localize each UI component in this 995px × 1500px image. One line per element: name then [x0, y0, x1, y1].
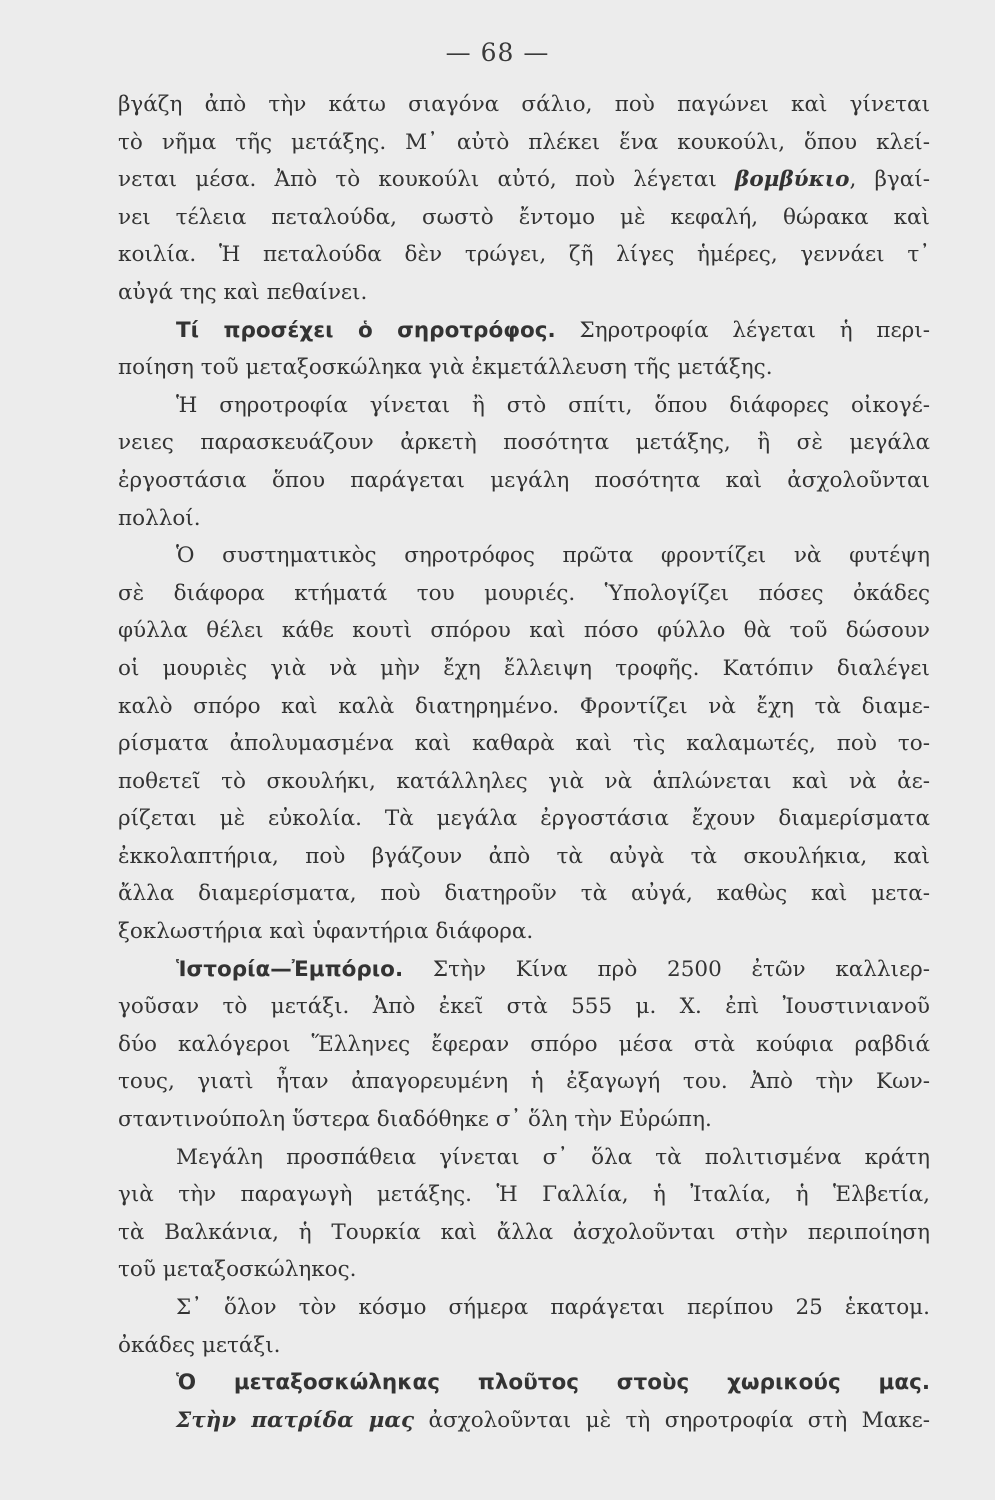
heading-run: Στὴν πατρίδα μας	[176, 1407, 415, 1433]
text-run: Στὴν Κίνα πρὸ 2500 ἐτῶν καλλιερ-	[403, 956, 930, 982]
text-line	[118, 1289, 930, 1327]
text-line	[118, 462, 930, 500]
text-line	[118, 424, 930, 462]
text-line	[118, 988, 930, 1026]
text-line	[118, 161, 930, 199]
text-run: σταντινούπολη ὕστερα διαδόθηκε σ᾿ ὅλη τὴν Εὐρώπη.	[118, 1107, 712, 1133]
text-line	[118, 537, 930, 575]
text-line	[118, 1026, 930, 1064]
text-line	[118, 1101, 930, 1139]
text-line	[118, 1214, 930, 1252]
text-line	[118, 1327, 930, 1365]
text-run: ποθετεῖ τὸ σκουλήκι, κατάλληλες γιὰ νὰ ἁπλώνεται καὶ νὰ ἀε-	[118, 768, 930, 794]
text-line	[118, 763, 930, 801]
text-run: γιὰ τὴν παραγωγὴ μετάξης. Ἡ Γαλλία, ἡ Ἰταλία, ἡ Ἑλβετία,	[118, 1182, 930, 1208]
text-run: τους, γιατὶ ἦταν ἀπαγορευμένη ἡ ἐξαγωγή του. Ἀπὸ τὴν Κων-	[118, 1069, 930, 1095]
text-run: , βγαί-	[849, 167, 930, 193]
heading-run: βομβύκιο	[735, 167, 850, 193]
text-run: σὲ διάφορα κτήματά του μουριές. Ὑπολογίζει πόσες ὀκάδες	[118, 580, 930, 606]
text-run: πολλοί.	[118, 505, 201, 531]
text-run: νεται μέσα. Ἀπὸ τὸ κουκούλι αὐτό, ποὺ λέγεται	[118, 167, 736, 193]
text-line	[118, 800, 930, 838]
text-run: τὰ Βαλκάνια, ἡ Τουρκία καὶ ἄλλα ἀσχολοῦνται στὴν περιποίηση	[118, 1219, 930, 1245]
text-run: αὐγά της καὶ πεθαίνει.	[118, 279, 368, 305]
text-line	[118, 387, 930, 425]
text-line	[118, 1139, 930, 1177]
heading-run: Ἱστορία—Ἐμπόριο.	[176, 956, 404, 982]
text-line	[118, 650, 930, 688]
text-run: βγάζη ἀπὸ τὴν κάτω σιαγόνα σάλιο, ποὺ παγώνει καὶ γίνεται	[118, 92, 930, 117]
text-run: δύο καλόγεροι Ἕλληνες ἔφεραν σπόρο μέσα στὰ κούφια ραβδιά	[118, 1031, 930, 1057]
text-run: τὸ νῆμα τῆς μετάξης. Μ᾿ αὐτὸ πλέκει ἕνα κουκούλι, ὅπου κλεί-	[118, 129, 930, 155]
text-line	[118, 124, 930, 162]
text-line	[118, 312, 930, 350]
text-run: Σ᾿ ὅλον τὸν κόσμο σήμερα παράγεται περίπου 25 ἑκατομ.	[176, 1295, 930, 1320]
text-line	[118, 838, 930, 876]
text-line	[118, 1364, 930, 1402]
text-line	[118, 236, 930, 274]
text-line	[118, 500, 930, 538]
text-line	[118, 349, 930, 387]
text-line	[118, 612, 930, 650]
text-run: νειες παρασκευάζουν ἀρκετὴ ποσότητα μετάξης, ἢ σὲ μεγάλα	[118, 430, 930, 456]
text-run: ξοκλωστήρια καὶ ὑφαντήρια διάφορα.	[118, 919, 534, 945]
text-line	[118, 875, 930, 913]
text-run: ἄλλα διαμερίσματα, ποὺ διατηροῦν τὰ αὐγά, καθὼς καὶ μετα-	[118, 881, 930, 907]
text-line	[118, 575, 930, 613]
text-run: φύλλα θέλει κάθε κουτὶ σπόρου καὶ πόσο φύλλο θὰ τοῦ δώσουν	[118, 618, 930, 644]
text-run: ὀκάδες μετάξι.	[118, 1332, 281, 1358]
text-run: οἱ μουριὲς γιὰ νὰ μὴν ἔχη ἔλλειψη τροφῆς. Κατόπιν διαλέγει	[118, 655, 930, 681]
text-line	[118, 1063, 930, 1101]
text-line	[118, 688, 930, 726]
text-run: καλὸ σπόρο καὶ καλὰ διατηρημένο. Φροντίζει νὰ ἔχη τὰ διαμε-	[118, 693, 930, 719]
text-run: ἀσχολοῦνται μὲ τὴ σηροτροφία στὴ Μακε-	[414, 1407, 930, 1433]
text-line	[118, 274, 930, 312]
text-run: Ὁ συστηματικὸς σηροτρόφος πρῶτα φροντίζει νὰ φυτέψη	[176, 543, 930, 569]
text-line	[118, 1176, 930, 1214]
text-line	[118, 86, 930, 124]
heading-run: Τί προσέχει ὁ σηροτρόφος.	[176, 317, 556, 343]
text-run: ποίηση τοῦ μεταξοσκώληκα γιὰ ἐκμετάλλευση τῆς μετάξης.	[118, 355, 773, 381]
text-run: Σηροτροφία λέγεται ἡ περι-	[555, 317, 930, 343]
text-line	[118, 725, 930, 763]
page-number: — 68 —	[445, 38, 550, 67]
text-run: ρίζεται μὲ εὐκολία. Τὰ μεγάλα ἐργοστάσια ἔχουν διαμερίσματα	[118, 806, 930, 832]
text-line	[118, 913, 930, 951]
text-run: τοῦ μεταξοσκώληκος.	[118, 1257, 357, 1283]
text-run: γοῦσαν τὸ μετάξι. Ἀπὸ ἐκεῖ στὰ 555 μ. Χ. ἐπὶ Ἰουστινιανοῦ	[118, 994, 930, 1020]
text-line	[118, 199, 930, 237]
text-line	[118, 1402, 930, 1440]
text-line	[118, 1251, 930, 1289]
body-text	[118, 86, 930, 1439]
text-run: Μεγάλη προσπάθεια γίνεται σ᾿ ὅλα τὰ πολιτισμένα κράτη	[176, 1144, 930, 1170]
text-run: νει τέλεια πεταλούδα, σωστὸ ἔντομο μὲ κεφαλή, θώρακα καὶ	[118, 204, 930, 230]
text-run: ἐργοστάσια ὅπου παράγεται μεγάλη ποσότητα καὶ ἀσχολοῦνται	[118, 467, 930, 493]
text-run: Ἡ σηροτροφία γίνεται ἢ στὸ σπίτι, ὅπου διάφορες οἰκογέ-	[176, 392, 930, 418]
text-run: ρίσματα ἀπολυμασμένα καὶ καθαρὰ καὶ τὶς καλαμωτές, ποὺ το-	[118, 731, 930, 757]
text-run: ἐκκολαπτήρια, ποὺ βγάζουν ἀπὸ τὰ αὐγὰ τὰ σκουλήκια, καὶ	[118, 843, 930, 869]
heading-run: Ὁ μεταξοσκώληκας πλοῦτος στοὺς χωρικούς μας.	[176, 1370, 930, 1396]
text-run: κοιλία. Ἡ πεταλούδα δὲν τρώγει, ζῆ λίγες ἡμέρες, γεννάει τ᾿	[118, 242, 930, 268]
text-line	[118, 951, 930, 989]
